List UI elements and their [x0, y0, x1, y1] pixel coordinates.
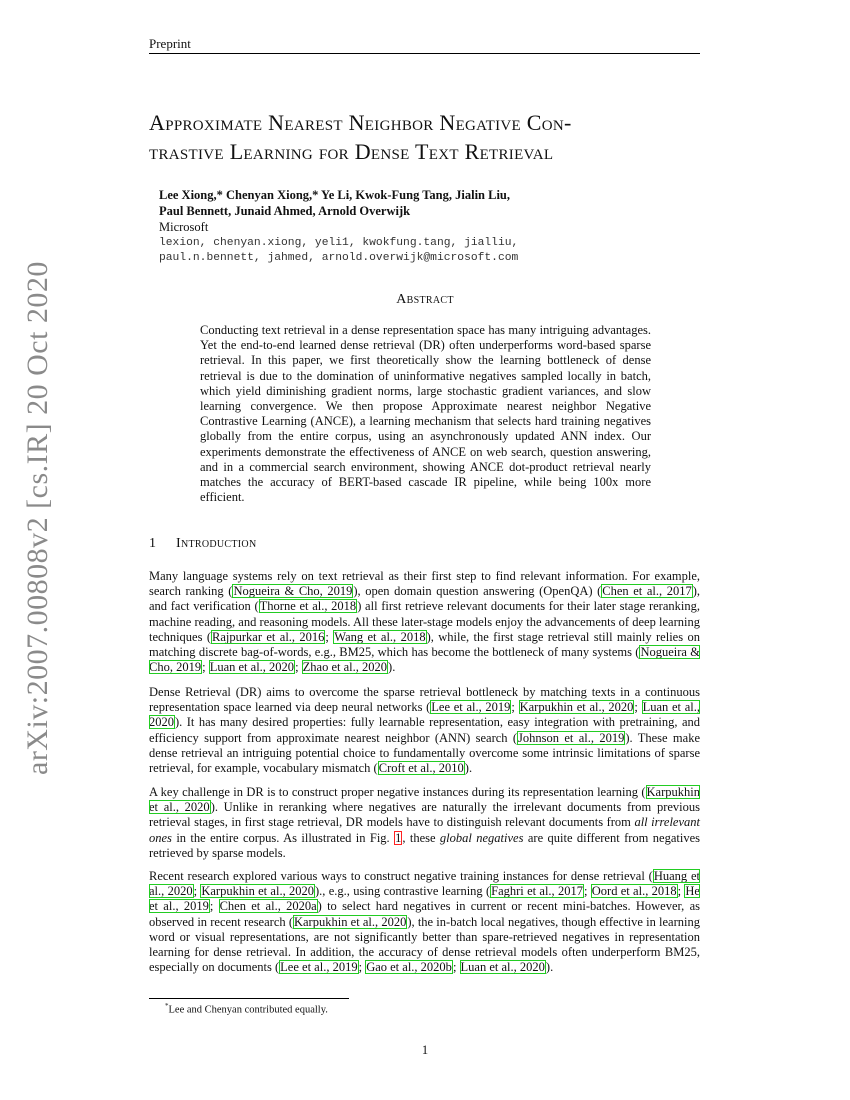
citation-link[interactable]: Johnson et al., 2019 — [518, 730, 625, 745]
affiliation: Microsoft — [159, 220, 209, 234]
author-emails — [159, 236, 518, 266]
intro-paragraph-3: A key challenge in DR is to construct proper negative instances during its representation learning (Karpukhin et al., 2020). Unlike in reranking where negatives are naturally the irrelevant documents from previous retrieval stages, in first stage retrieval, DR models have to distinguish relevant documents from all irrelevant ones in the entire corpus. As illustrated in Fig. 1, these global negatives are quite different from negatives retrieved by sparse models. — [149, 785, 701, 860]
section-number: 1 — [149, 536, 157, 551]
citation-link[interactable]: Karpukhin et al., 2020 — [519, 700, 634, 715]
intro-paragraph-2: Dense Retrieval (DR) aims to overcome the sparse retrieval bottleneck by matching texts in a continuous representation space learned via deep neural networks (Lee et al., 2019; Karpukhin et al., 2020; Luan et al., 2020). It has many desired properties: fully learnable representation, easy integration with pretraining, and efficiency support from approximate nearest neighbor (ANN) search (Johnson et al., 2019). These make dense retrieval an intriguing potential choice to fundamentally overcome some intrinsic limitations of sparse retrieval, for example, vocabulary mismatch (Croft et al., 2010). — [149, 685, 700, 776]
footnote — [165, 1002, 328, 1016]
citation-link[interactable]: Gao et al., 2020b — [366, 960, 452, 975]
footnote-text: Lee and Chenyan contributed equally. — [168, 1004, 328, 1016]
citation-link[interactable]: Luan et al., 2020 — [460, 960, 545, 975]
citation-link[interactable]: Chen et al., 2017 — [602, 584, 692, 599]
section-title: Introduction — [176, 536, 257, 551]
intro-paragraph-1: Many language systems rely on text retrieval as their first step to find relevant information. For example, search ranking (Nogueira & Cho, 2019), open domain question answering (OpenQA) (Chen et al., 2017), and fact verification (Thorne et al., 2018) all first retrieve relevant documents for their later stage reranking, machine reading, and reasoning models. All these later-stage models enjoy the advancements of deep learning techniques (Rajpurkar et al., 2016; Wang et al., 2018), while, the first stage retrieval still mainly relies on matching discrete bag-of-words, e.g., BM25, which has become the bottleneck of many systems (Nogueira & Cho, 2019; Luan et al., 2020; Zhao et al., 2020). — [149, 569, 700, 675]
emails-line-2: paul.n.bennett, jahmed, arnold.overwijk@microsoft.com — [159, 252, 519, 264]
page-number: 1 — [421, 1043, 429, 1057]
footnote-mark: * — [165, 1002, 169, 1010]
citation-link[interactable]: Lee et al., 2019 — [431, 700, 511, 715]
citation-link[interactable]: Croft et al., 2010 — [378, 761, 464, 776]
citation-link[interactable]: Zhao et al., 2020 — [302, 660, 388, 675]
figure-ref-link[interactable]: 1 — [395, 830, 402, 845]
citation-link[interactable]: Lee et al., 2019 — [280, 960, 358, 975]
citation-link[interactable]: Rajpurkar et al., 2016 — [212, 629, 325, 644]
citation-link[interactable]: Oord et al., 2018 — [591, 884, 677, 899]
citation-link[interactable]: Huang et al., 2020 — [149, 869, 700, 899]
abstract-text: Conducting text retrieval in a dense representation space has many intriguing advantages. Yet the end-to-end learned dense retrieval (DR) often underperforms word-based sparse retrieval. In this paper, we first theoretically show the learning bottleneck of dense retrieval is due to the domination of uninformative negatives sampled locally in batch, which yield diminishing gradient norms, large stochastic gradient variances, and slow learning convergence. We then propose Approximate nearest neighbor Negative Contrastive Learning (ANCE), a learning mechanism that selects hard training negatives globally from the entire corpus, using an asynchronously updated ANN index. Our experiments demonstrate the effectiveness of ANCE on web search, question answering, and in a commercial search environment, showing ANCE dot-product retrieval nearly matches the accuracy of BERT-based cascade IR pipeline, while being 100x more efficient. — [200, 323, 651, 505]
citation-link[interactable]: Luan et al., 2020 — [209, 660, 295, 675]
paper-title — [149, 108, 709, 166]
citation-link[interactable]: Nogueira & Cho, 2019 — [149, 645, 700, 675]
author-list — [159, 187, 510, 219]
title-line-1: Approximate Nearest Neighbor Negative Con- — [149, 110, 572, 135]
citation-link[interactable]: He et al., 2019 — [149, 884, 700, 914]
citation-link[interactable]: Thorne et al., 2018 — [259, 599, 357, 614]
citation-link[interactable]: Faghri et al., 2017 — [491, 884, 583, 899]
citation-link[interactable]: Nogueira & Cho, 2019 — [233, 584, 353, 599]
citation-link[interactable]: Karpukhin et al., 2020 — [149, 785, 700, 815]
citation-link[interactable]: Chen et al., 2020a — [219, 899, 317, 914]
intro-paragraph-4: Recent research explored various ways to construct negative training instances for dense retrieval (Huang et al., 2020; Karpukhin et al., 2020)., e.g., using contrastive learning (Faghri et al., 2017; Oord et al., 2018; He et al., 2019; Chen et al., 2020a) to select hard negatives in current or recent mini-batches. However, as observed in recent research (Karpukhin et al., 2020), the in-batch local negatives, though effective in learning word or visual representations, are not significantly better than spare-retrieved negatives in representation learning for dense retrieval. In addition, the accuracy of dense retrieval models often underperform BM25, especially on documents (Lee et al., 2019; Gao et al., 2020b; Luan et al., 2020). — [149, 869, 700, 975]
section-heading-introduction — [149, 536, 256, 552]
citation-link[interactable]: Wang et al., 2018 — [334, 629, 426, 644]
authors-line-1: Lee Xiong,* Chenyan Xiong,* Ye Li, Kwok-Fung Tang, Jialin Liu, — [159, 188, 511, 202]
authors-line-2: Paul Bennett, Junaid Ahmed, Arnold Overwijk — [159, 204, 411, 218]
citation-link[interactable]: Karpukhin et al., 2020 — [293, 914, 407, 929]
citation-link[interactable]: Luan et al., 2020 — [149, 700, 700, 730]
abstract-heading: Abstract — [396, 292, 454, 307]
running-head: Preprint — [149, 36, 191, 51]
arxiv-identifier-stamp: arXiv:2007.00808v2 [cs.IR] 20 Oct 2020 — [21, 261, 54, 775]
emails-line-1: lexion, chenyan.xiong, yeli1, kwokfung.tang, jialliu, — [159, 237, 519, 249]
header-rule — [149, 53, 700, 54]
title-line-2: trastive Learning for Dense Text Retrieval — [149, 139, 554, 164]
citation-link[interactable]: Karpukhin et al., 2020 — [201, 884, 315, 899]
footnote-rule — [149, 998, 349, 999]
